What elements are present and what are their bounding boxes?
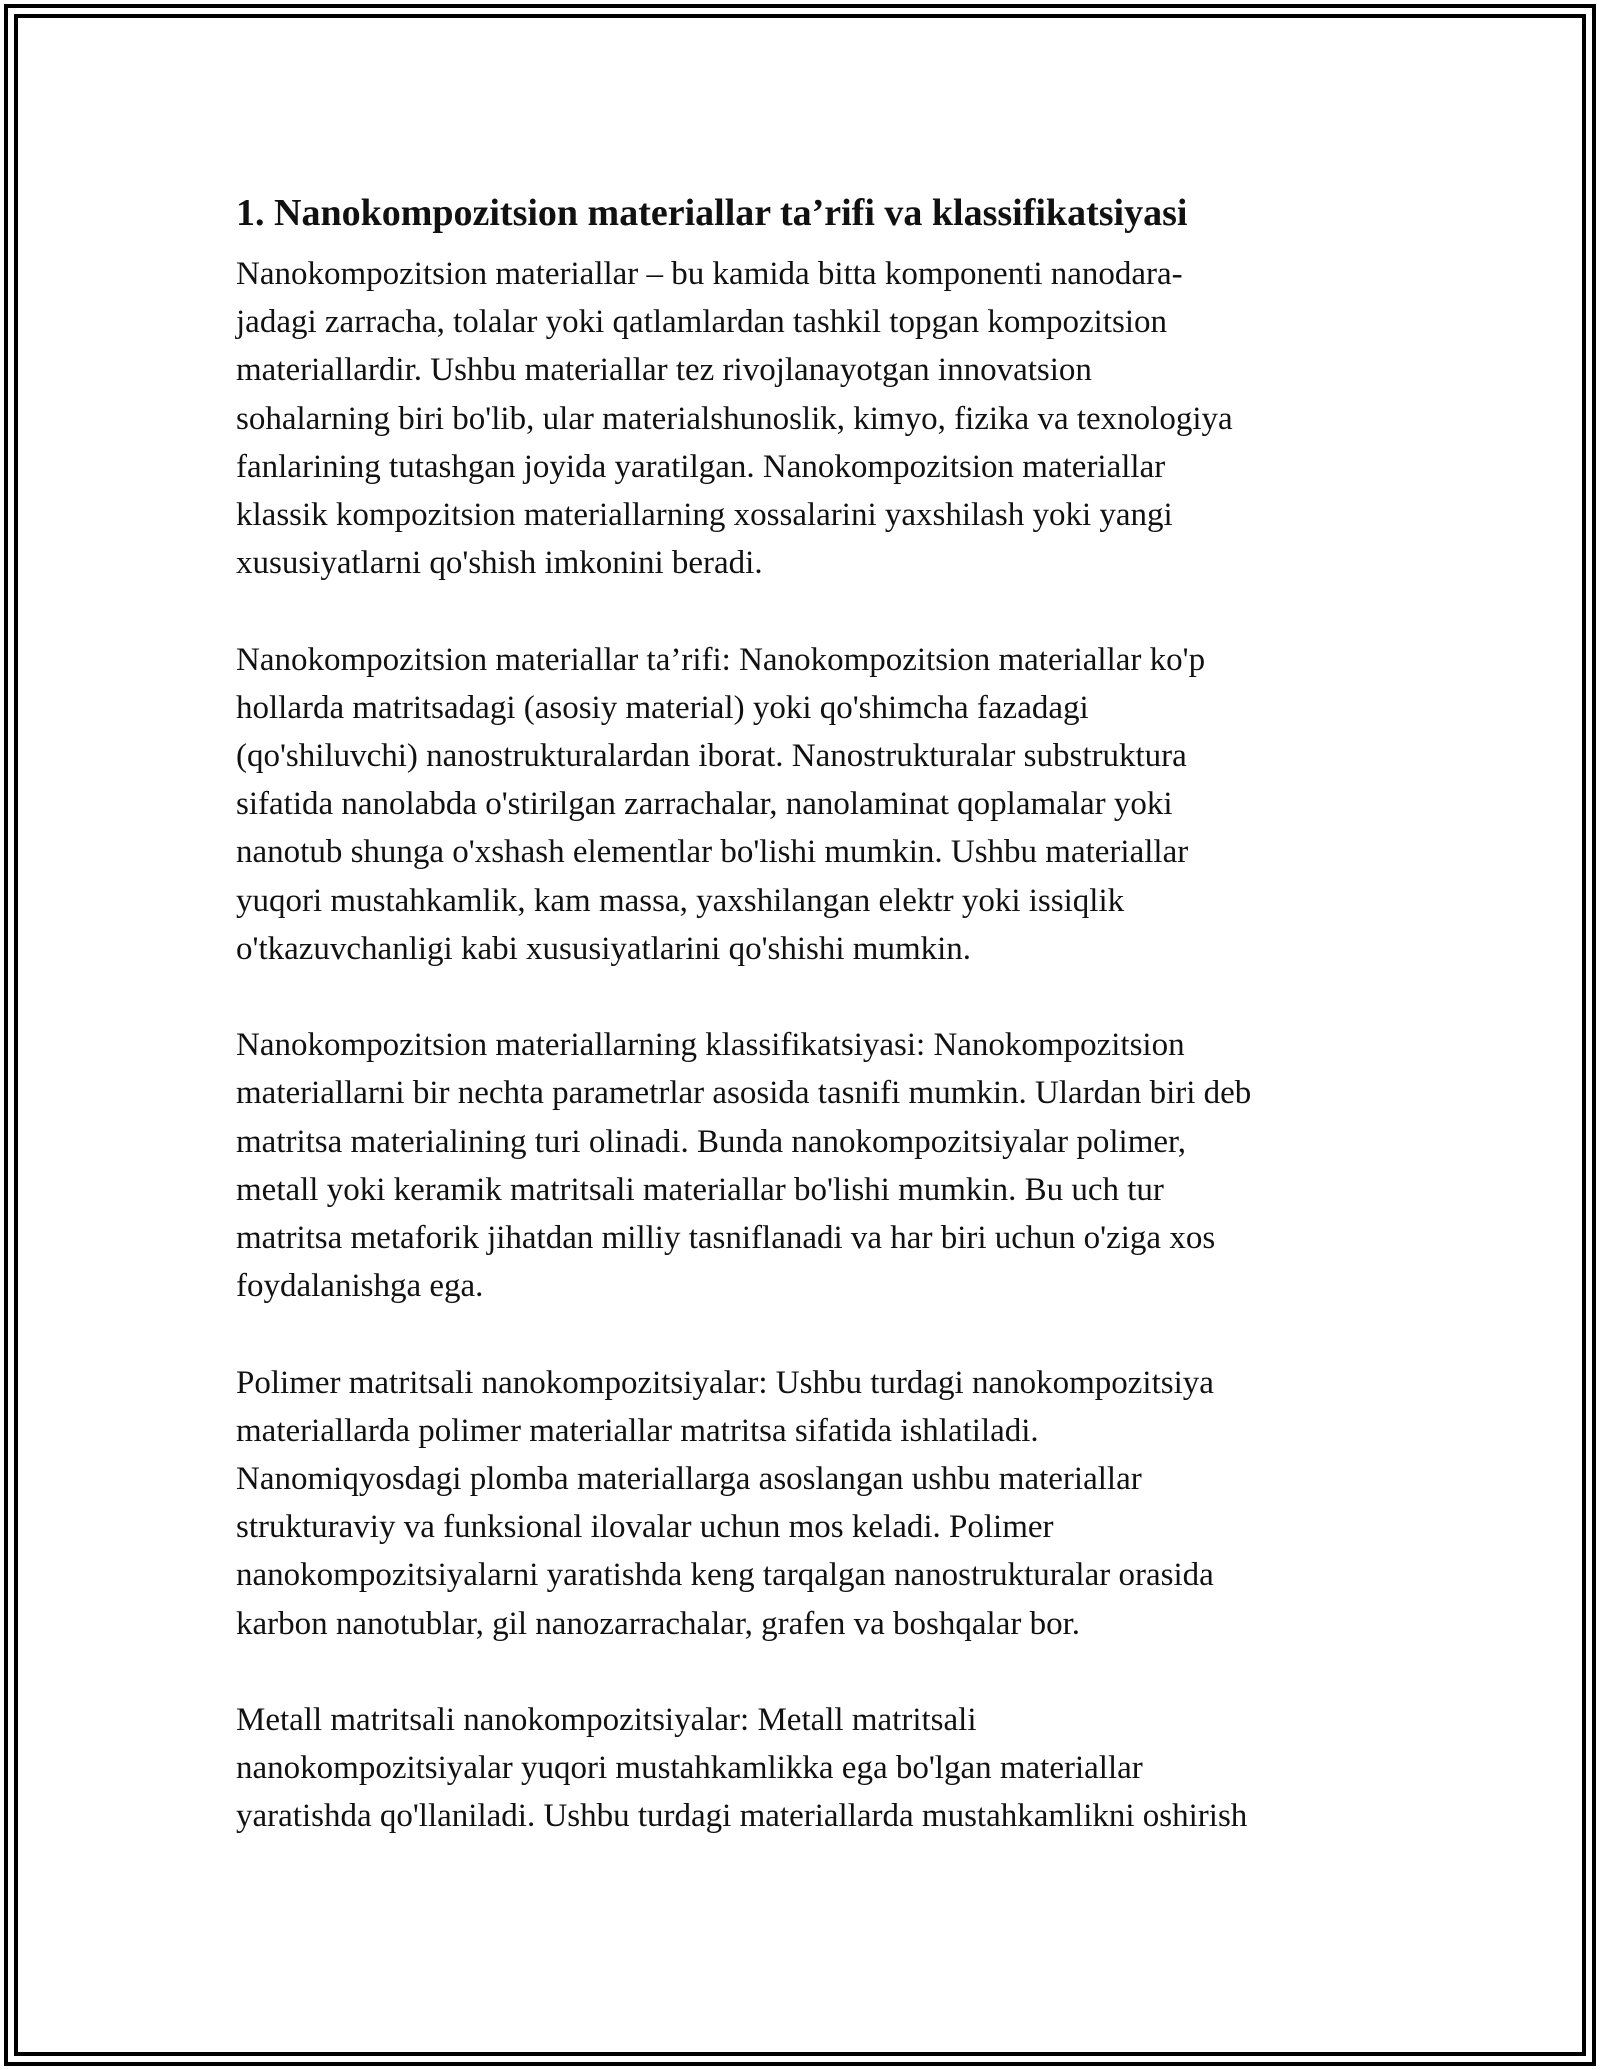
text-line: Nanomiqyosdagi plomba materiallarga asoslangan ushbu materiallar	[236, 1461, 1142, 1498]
text-line: materiallarni bir nechta parametrlar asosida tasnifi mumkin. Ulardan biri deb	[236, 1075, 1252, 1112]
text-line: sifatida nanolabda o'stirilgan zarrachalar, nanolaminat qoplamalar yoki	[236, 786, 1173, 823]
text-line: Nanokompozitsion materiallar – bu kamida bitta komponenti nanodara-	[236, 256, 1183, 292]
text-line: materiallardir. Ushbu materiallar tez rivojlanayotgan innovatsion	[236, 352, 1092, 389]
text-line: metall yoki keramik matritsali materiallar bo'lishi mumkin. Bu uch tur	[236, 1171, 1164, 1208]
document-body	[236, 180, 1366, 1889]
text-line: strukturaviy va funksional ilovalar uchun mos keladi. Polimer	[236, 1509, 1054, 1546]
paragraph-intro	[236, 250, 1366, 587]
text-line: nanokompozitsiyalarni yaratishda keng tarqalgan nanostrukturalar orasida	[236, 1557, 1214, 1594]
text-line: matritsa metaforik jihatdan milliy tasniflanadi va har biri uchun o'ziga xos	[236, 1220, 1216, 1257]
text-line: Nanokompozitsion materiallar ta’rifi: Nanokompozitsion materiallar ko'p	[236, 641, 1206, 678]
text-line: jadagi zarracha, tolalar yoki qatlamlardan tashkil topgan kompozitsion	[236, 304, 1168, 341]
text-line: o'tkazuvchanligi kabi xususiyatlarini qo'shishi mumkin.	[236, 930, 972, 967]
text-line: hollarda matritsadagi (asosiy material) yoki qo'shimcha fazadagi	[236, 689, 1089, 726]
text-line: fanlarining tutashgan joyida yaratilgan. Nanokompozitsion materiallar	[236, 448, 1166, 485]
text-line: karbon nanotublar, gil nanozarrachalar, grafen va boshqalar bor.	[236, 1605, 1080, 1642]
text-line: materiallarda polimer materiallar matritsa sifatida ishlatiladi.	[236, 1412, 1039, 1449]
text-line: matritsa materialining turi olinadi. Bunda nanokompozitsiyalar polimer,	[236, 1123, 1186, 1160]
text-line: yuqori mustahkamlik, kam massa, yaxshilangan elektr yoki issiqlik	[236, 882, 1125, 919]
document-title: 1. Nanokompozitsion materiallar ta’rifi va klassifikatsiyasi	[236, 192, 1188, 234]
text-line: Polimer matritsali nanokompozitsiyalar: Ushbu turdagi nanokompozitsiya	[236, 1364, 1214, 1401]
text-line: nanotub shunga o'xshash elementlar bo'lishi mumkin. Ushbu materiallar	[236, 834, 1189, 871]
paragraph-definition	[236, 636, 1366, 973]
text-line: (qo'shiluvchi) nanostrukturalardan iborat. Nanostrukturalar substruktura	[236, 738, 1187, 775]
text-line: yaratishda qo'llaniladi. Ushbu turdagi materiallarda mustahkamlikni oshirish	[236, 1798, 1248, 1835]
text-line: Metall matritsali nanokompozitsiyalar: Metall matritsali	[236, 1702, 977, 1739]
text-line: sohalarning biri bo'lib, ular materialshunoslik, kimyo, fizika va texnologiya	[236, 400, 1233, 437]
paragraph-metal-matrix	[236, 1696, 1366, 1841]
text-line: foydalanishga ega.	[236, 1268, 484, 1305]
text-line: klassik kompozitsion materiallarning xossalarini yaxshilash yoki yangi	[236, 497, 1173, 534]
text-line: Nanokompozitsion materiallarning klassifikatsiyasi: Nanokompozitsion	[236, 1027, 1185, 1064]
paragraph-classification	[236, 1021, 1366, 1310]
text-line: xususiyatlarni qo'shish imkonini beradi.	[236, 545, 763, 582]
paragraph-polymer-matrix	[236, 1359, 1366, 1648]
text-line: nanokompozitsiyalar yuqori mustahkamlikka ega bo'lgan materiallar	[236, 1750, 1143, 1787]
